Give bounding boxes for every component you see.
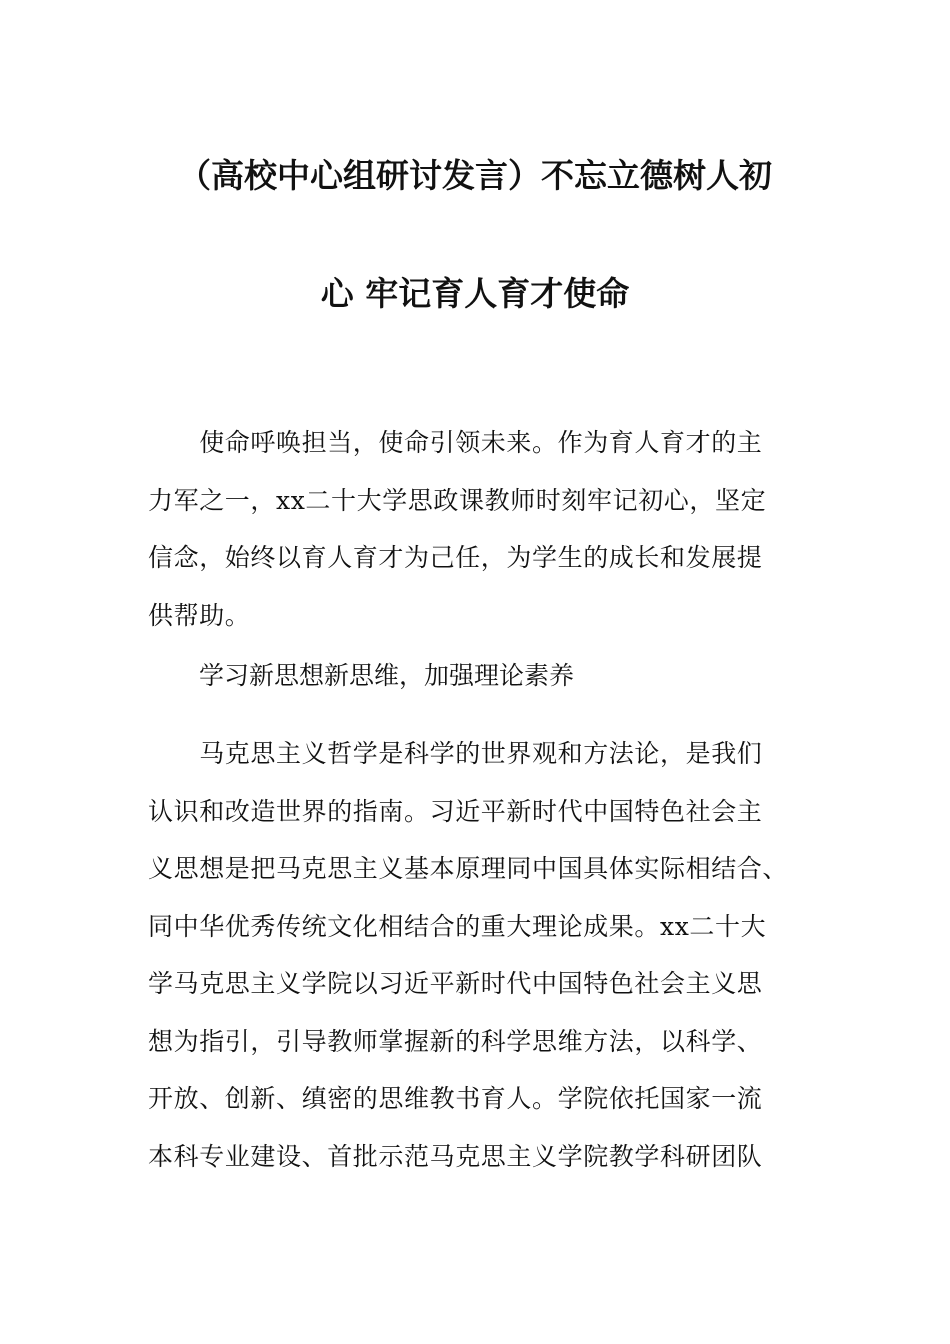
paragraph-line: 想为指引，引导教师掌握新的科学思维方法，以科学、 (148, 1026, 763, 1056)
paragraph-line: 使命呼唤担当，使命引领未来。作为育人育才的主 (148, 428, 763, 457)
paragraph-intro (148, 414, 828, 644)
paragraph-line: 本科专业建设、首批示范马克思主义学院教学科研团队 (148, 1141, 763, 1171)
paragraph-line: 马克思主义哲学是科学的世界观和方法论，是我们 (148, 739, 763, 768)
section-heading: 学习新思想新思维，加强理论素养 (199, 661, 575, 690)
paragraph-line: 供帮助。 (148, 600, 251, 630)
paragraph-line: 义思想是把马克思主义基本原理同中国具体实际相结合、 (148, 854, 789, 883)
paragraph-body (148, 725, 828, 1185)
document-title-line-2: 心 牢记育人育才使命 (320, 274, 630, 313)
paragraph-line: 学马克思主义学院以习近平新时代中国特色社会主义思 (148, 969, 763, 998)
paragraph-line: 同中华优秀传统文化相结合的重大理论成果。xx二十大 (148, 911, 767, 941)
paragraph-line: 力军之一，xx二十大学思政课教师时刻牢记初心，坚定 (148, 485, 767, 515)
paragraph-line: 开放、创新、缜密的思维教书育人。学院依托国家一流 (148, 1084, 763, 1113)
paragraph-line: 认识和改造世界的指南。习近平新时代中国特色社会主 (148, 796, 763, 826)
document-title-line-1: （高校中心组研讨发言）不忘立德树人初 (178, 156, 772, 195)
paragraph-line: 信念，始终以育人育才为己任，为学生的成长和发展提 (148, 543, 763, 572)
